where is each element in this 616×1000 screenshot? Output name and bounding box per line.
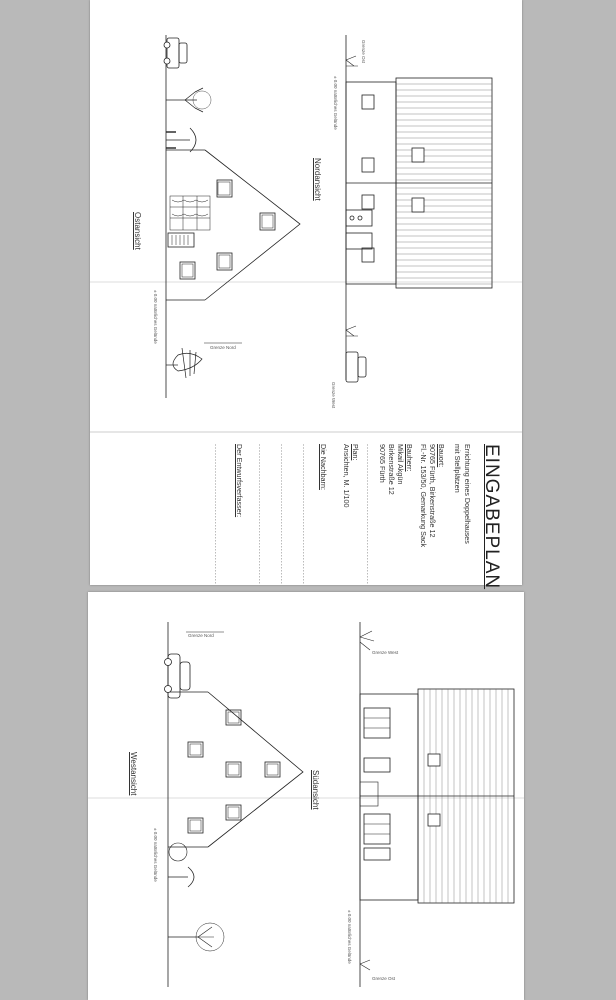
bauherr-label: Bauherr:: [405, 444, 414, 472]
bauort-line-1: 90765 Fürth, Birkenstraße 12: [428, 444, 437, 538]
boundary-label: Grenze Nord: [210, 345, 236, 350]
signature-line: ...............................................: [301, 444, 310, 585]
terrain-note: ± 0.00 natürliches Gelände: [347, 910, 352, 964]
boundary-label: Grenze West: [372, 650, 399, 655]
terrain-note: ± 0.00 natürliches Gelände: [153, 828, 158, 882]
bauort-label: Bauort:: [437, 444, 446, 468]
terrain-note: ± 0.00 natürliches Gelände: [153, 290, 158, 344]
south-elevation: [360, 622, 514, 987]
title-block-title: EINGABEPLAN: [481, 444, 502, 590]
plan-line: Ansichten, M. 1/100: [342, 444, 351, 508]
west-view-label: Westansicht: [129, 752, 138, 796]
bottom-sheet: [88, 592, 524, 1000]
top-sheet: [90, 0, 522, 590]
nachbarn-label: Die Nachbarn:: [319, 444, 328, 490]
terrain-note: ± 0.00 natürliches Gelände: [333, 76, 338, 130]
bauherr-line-3: 90765 Fürth: [378, 444, 387, 483]
boundary-label: Grenze Ost: [361, 40, 366, 64]
entwurf-label: Der Entwurfsverfasser:: [235, 444, 244, 518]
bauherr-line-1: Mikail Akgün: [396, 444, 405, 485]
boundary-label: Grenze Nord: [188, 633, 214, 638]
west-elevation: [165, 622, 304, 987]
signature-line: ...............................................: [279, 444, 288, 585]
signature-line: ...............................................: [213, 444, 222, 585]
project-line-1: Errichtung eines Doppelhauses: [463, 444, 472, 544]
south-view-label: Südansicht: [311, 770, 320, 810]
plan-label: Plan:: [351, 444, 360, 461]
north-view-label: Nordansicht: [313, 158, 322, 201]
project-line-2: mit Stellplätzen: [453, 444, 462, 493]
east-view-label: Ostansicht: [133, 212, 142, 250]
bauherr-line-2: Birkenstraße 12: [387, 444, 396, 495]
signature-line: ...............................................: [365, 444, 374, 585]
boundary-label: Grenze West: [331, 382, 336, 409]
north-elevation: [346, 35, 492, 382]
bauort-line-2: Fl.-Nr. 153/50, Gemarkung Sack: [419, 444, 428, 548]
signature-line: ...............................................: [257, 444, 266, 585]
boundary-label: Grenze Ost: [372, 976, 396, 981]
bottom-sheet-drawing: [88, 592, 524, 1000]
